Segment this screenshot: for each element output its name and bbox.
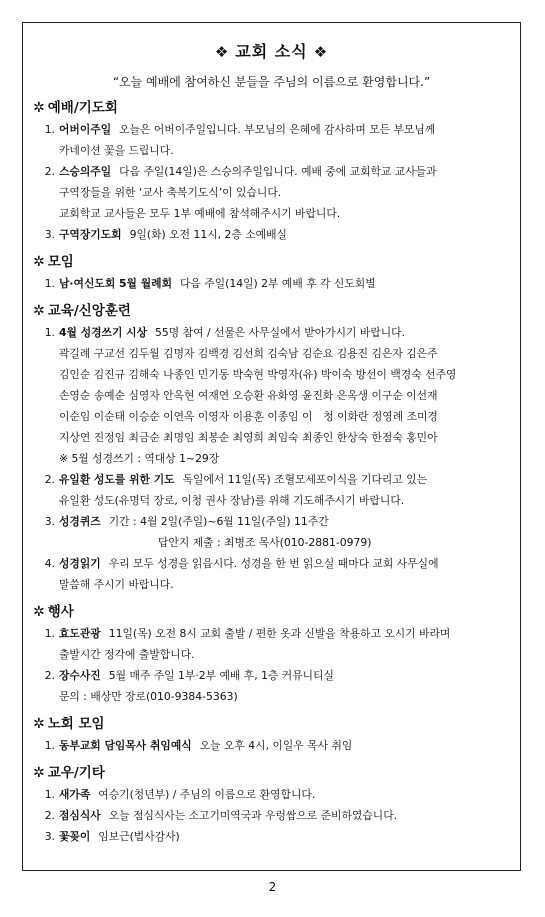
list-item xyxy=(33,553,510,574)
item-number: 1. xyxy=(44,326,55,339)
item-text: 오늘은 어버이주일입니다. 부모님의 은혜에 감사하며 모든 부모님께 xyxy=(119,123,436,136)
item-body xyxy=(59,735,510,756)
item-label: 유일환 성도를 위한 기도 xyxy=(59,473,175,486)
list-item xyxy=(33,623,510,644)
item-body xyxy=(59,784,510,805)
page-title xyxy=(33,40,510,64)
item-continuation: ※ 5월 성경쓰기 : 역대상 1~29장 xyxy=(59,452,220,465)
section-heading-text: 교육/신앙훈련 xyxy=(47,303,131,319)
item-body xyxy=(59,224,510,245)
item-number: 3. xyxy=(44,228,55,241)
asterisk-ornament-icon: ✲ xyxy=(33,716,45,732)
item-text: 오늘 점심식사는 소고기미역국과 우렁쌈으로 준비하였습니다. xyxy=(108,809,398,822)
list-item xyxy=(33,322,510,343)
list-item xyxy=(33,273,510,294)
item-number: 2. xyxy=(44,669,55,682)
list-item xyxy=(33,826,510,847)
list-item xyxy=(33,511,510,532)
section xyxy=(33,97,510,245)
item-body xyxy=(59,322,510,343)
item-body xyxy=(59,826,510,847)
item-label: 성경읽기 xyxy=(59,557,101,570)
section-heading-text: 모임 xyxy=(47,254,74,270)
item-number: 1. xyxy=(44,123,55,136)
item-body xyxy=(59,273,510,294)
list-item xyxy=(33,119,510,140)
item-label: 스승의주일 xyxy=(59,165,112,178)
list-item xyxy=(33,665,510,686)
item-number: 1. xyxy=(44,788,55,801)
list-item xyxy=(33,735,510,756)
item-label: 4월 성경쓰기 시상 xyxy=(59,326,148,339)
item-continuation: 말씀해 주시기 바랍니다. xyxy=(59,578,174,591)
section-heading xyxy=(33,97,510,119)
list-item xyxy=(33,784,510,805)
section-heading-text: 노회 모임 xyxy=(47,716,105,732)
item-continuation: 지상연 진정임 최금순 최명임 최봉순 최영희 최임숙 최종인 한상숙 한점숙 홍민아 xyxy=(59,431,438,444)
section xyxy=(33,601,510,707)
item-continuation: 카네이션 꽃을 드립니다. xyxy=(59,144,174,157)
asterisk-ornament-icon: ✲ xyxy=(33,303,45,319)
item-text: 기간 : 4월 2일(주일)~6월 11일(주일) 11주간 xyxy=(108,515,329,528)
asterisk-ornament-icon: ✲ xyxy=(33,604,45,620)
item-continuation: 문의 : 배상만 장로(010-9384-5363) xyxy=(59,690,238,703)
item-continuation: 구역장들을 위한 ‘교사 축복기도식’이 있습니다. xyxy=(59,186,282,199)
item-number: 2. xyxy=(44,473,55,486)
list-item xyxy=(33,161,510,182)
item-continuation: 이순임 이순태 이승순 이연옥 이영자 이용훈 이종임 이 청 이화란 정영례 조미경 xyxy=(59,410,438,423)
section-heading-text: 예배/기도회 xyxy=(47,100,118,116)
item-label: 동부교회 담임목사 취임예식 xyxy=(59,739,192,752)
section xyxy=(33,762,510,847)
bulletin-frame xyxy=(22,22,521,871)
item-continuation: 답안지 제출 : 최병조 목사(010-2881-0979) xyxy=(158,536,372,549)
section-heading xyxy=(33,601,510,623)
item-body xyxy=(59,469,510,490)
item-label: 어버이주일 xyxy=(59,123,112,136)
section-heading-text: 행사 xyxy=(47,604,74,620)
item-number: 1. xyxy=(44,739,55,752)
item-label: 구역장기도회 xyxy=(59,228,122,241)
item-label: 남·여신도회 5월 월례회 xyxy=(59,277,172,290)
section-heading-text: 교우/기타 xyxy=(47,765,105,781)
item-number: 1. xyxy=(44,277,55,290)
item-text: 오늘 오후 4시, 이일우 목사 취임 xyxy=(199,739,353,752)
item-label: 점심식사 xyxy=(59,809,101,822)
item-number: 1. xyxy=(44,627,55,640)
item-continuation: 출발시간 정각에 출발합니다. xyxy=(59,648,195,661)
item-text: 여승기(청년부) / 주님의 이름으로 환영합니다. xyxy=(98,788,316,801)
item-number: 3. xyxy=(44,515,55,528)
title-text: 교회 소식 xyxy=(235,42,308,61)
item-body xyxy=(59,623,510,644)
item-text: 우리 모두 성경을 읽읍시다. 성경을 한 번 읽으실 때마다 교회 사무실에 xyxy=(108,557,439,570)
item-text: 5월 매주 주일 1부·2부 예배 후, 1층 커뮤니티실 xyxy=(108,669,334,682)
list-item xyxy=(33,805,510,826)
item-label: 성경퀴즈 xyxy=(59,515,101,528)
section xyxy=(33,713,510,756)
item-number: 4. xyxy=(44,557,55,570)
page-number: 2 xyxy=(268,880,277,894)
list-item xyxy=(33,469,510,490)
item-number: 2. xyxy=(44,165,55,178)
item-text: 11일(목) 오전 8시 교회 출발 / 편한 옷과 신발을 착용하고 오시기 바라며 xyxy=(108,627,451,640)
item-continuation: 유일환 성도(유명덕 장로, 이청 권사 장남)를 위해 기도해주시기 바랍니다. xyxy=(59,494,405,507)
item-body xyxy=(59,161,510,182)
item-continuation: 곽길례 구교선 김두월 김명자 김백경 김선희 김숙남 김순요 김용진 김은자 김은주 xyxy=(59,347,438,360)
section-heading xyxy=(33,762,510,784)
item-text: 독일에서 11일(목) 조혈모세포이식을 기다리고 있는 xyxy=(182,473,428,486)
section-heading xyxy=(33,251,510,273)
asterisk-ornament-icon: ✲ xyxy=(33,254,45,270)
asterisk-ornament-icon: ✲ xyxy=(33,100,45,116)
item-continuation: 김인순 김진규 김해숙 나종인 민기동 박숙현 박영자(유) 박이숙 방선이 백경숙 선주영 xyxy=(59,368,457,381)
asterisk-ornament-icon: ✲ xyxy=(33,765,45,781)
item-body xyxy=(59,119,510,140)
welcome-message: “오늘 예배에 참여하신 분들을 주님의 이름으로 환영합니다.” xyxy=(112,75,431,89)
item-text: 임보근(법사감사) xyxy=(98,830,180,843)
diamond-ornament-icon: ❖ xyxy=(214,43,230,61)
item-text: 다음 주일(14일)은 스승의주일입니다. 예배 중에 교회학교 교사들과 xyxy=(119,165,437,178)
item-text: 55명 참여 / 선물은 사무실에서 받아가시기 바랍니다. xyxy=(155,326,406,339)
item-body xyxy=(59,665,510,686)
item-continuation: 손영순 송예순 심영자 안옥현 여재연 오승환 유화영 윤진화 은옥생 이구순 이선재 xyxy=(59,389,438,402)
item-label: 효도관광 xyxy=(59,627,101,640)
item-number: 2. xyxy=(44,809,55,822)
item-label: 새가족 xyxy=(59,788,91,801)
list-item xyxy=(33,224,510,245)
item-label: 꽃꽂이 xyxy=(59,830,91,843)
item-text: 9일(화) 오전 11시, 2층 소예배실 xyxy=(129,228,287,241)
section-heading xyxy=(33,300,510,322)
item-body xyxy=(59,511,510,532)
sections-container xyxy=(33,97,510,847)
section-heading xyxy=(33,713,510,735)
item-text: 다음 주일(14일) 2부 예배 후 각 신도회별 xyxy=(180,277,376,290)
section xyxy=(33,251,510,294)
item-body xyxy=(59,553,510,574)
section xyxy=(33,300,510,595)
item-continuation: 교회학교 교사들은 모두 1부 예배에 참석해주시기 바랍니다. xyxy=(59,207,341,220)
item-body xyxy=(59,805,510,826)
diamond-ornament-icon: ❖ xyxy=(313,43,329,61)
item-label: 장수사진 xyxy=(59,669,101,682)
item-number: 3. xyxy=(44,830,55,843)
